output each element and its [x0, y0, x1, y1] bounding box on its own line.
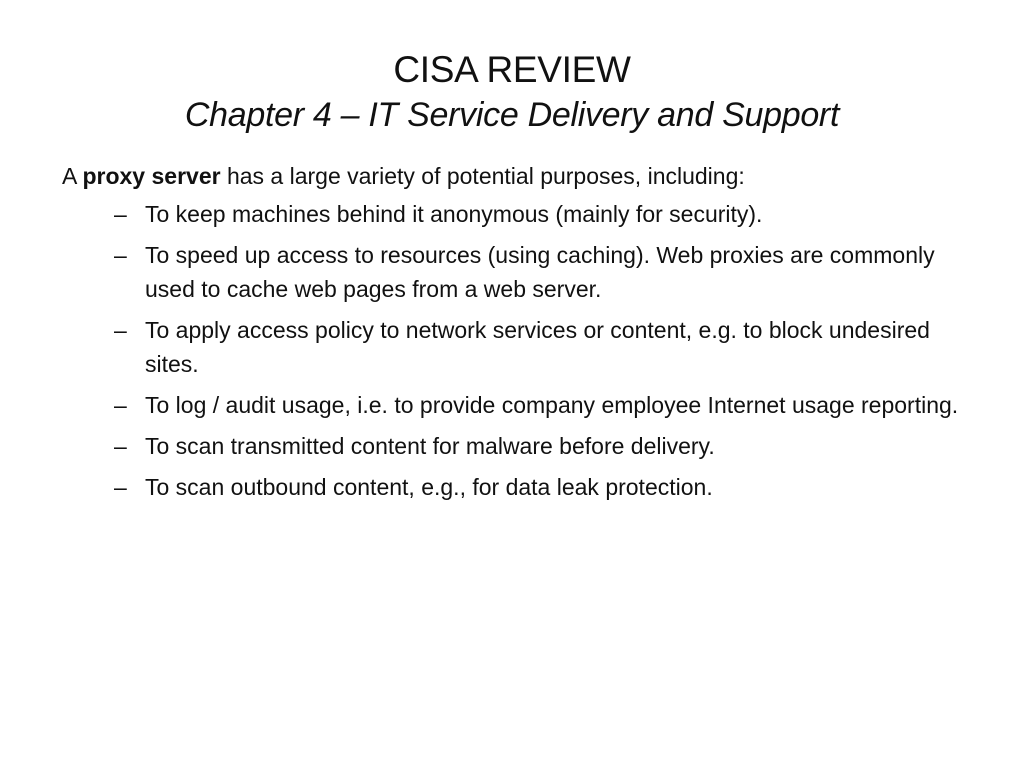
list-item	[62, 238, 972, 306]
title-block	[0, 48, 1024, 138]
dash-bullet: –	[114, 317, 127, 343]
slide-body	[62, 160, 972, 511]
list-item	[62, 429, 972, 463]
list-item	[62, 197, 972, 231]
dash-bullet: –	[114, 474, 127, 500]
slide-title: CISA REVIEW	[393, 49, 631, 90]
list-item-text: To scan transmitted content for malware before delivery.	[145, 433, 715, 459]
list-item-text: To keep machines behind it anonymous (mainly for security).	[145, 201, 763, 227]
dash-bullet: –	[114, 242, 127, 268]
intro-prefix: A	[62, 163, 83, 189]
list-item-text: To scan outbound content, e.g., for data leak protection.	[145, 474, 713, 500]
list-item	[62, 313, 972, 381]
dash-bullet: –	[114, 201, 127, 227]
list-item	[62, 470, 972, 504]
intro-paragraph	[62, 160, 972, 193]
intro-emphasis: proxy server	[82, 163, 221, 189]
intro-suffix: has a large variety of potential purposes, including:	[220, 163, 745, 189]
list-item-text: To apply access policy to network services or content, e.g. to block undesired sites.	[145, 317, 930, 377]
list-item-text: To speed up access to resources (using caching). Web proxies are commonly used to cache web pages from a web server.	[145, 242, 935, 302]
dash-bullet: –	[114, 433, 127, 459]
list-item-text: To log / audit usage, i.e. to provide company employee Internet usage reporting.	[145, 392, 959, 418]
list-item	[62, 388, 972, 422]
bullet-list	[62, 197, 972, 504]
slide-subtitle: Chapter 4 – IT Service Delivery and Support	[184, 96, 840, 134]
dash-bullet: –	[114, 392, 127, 418]
